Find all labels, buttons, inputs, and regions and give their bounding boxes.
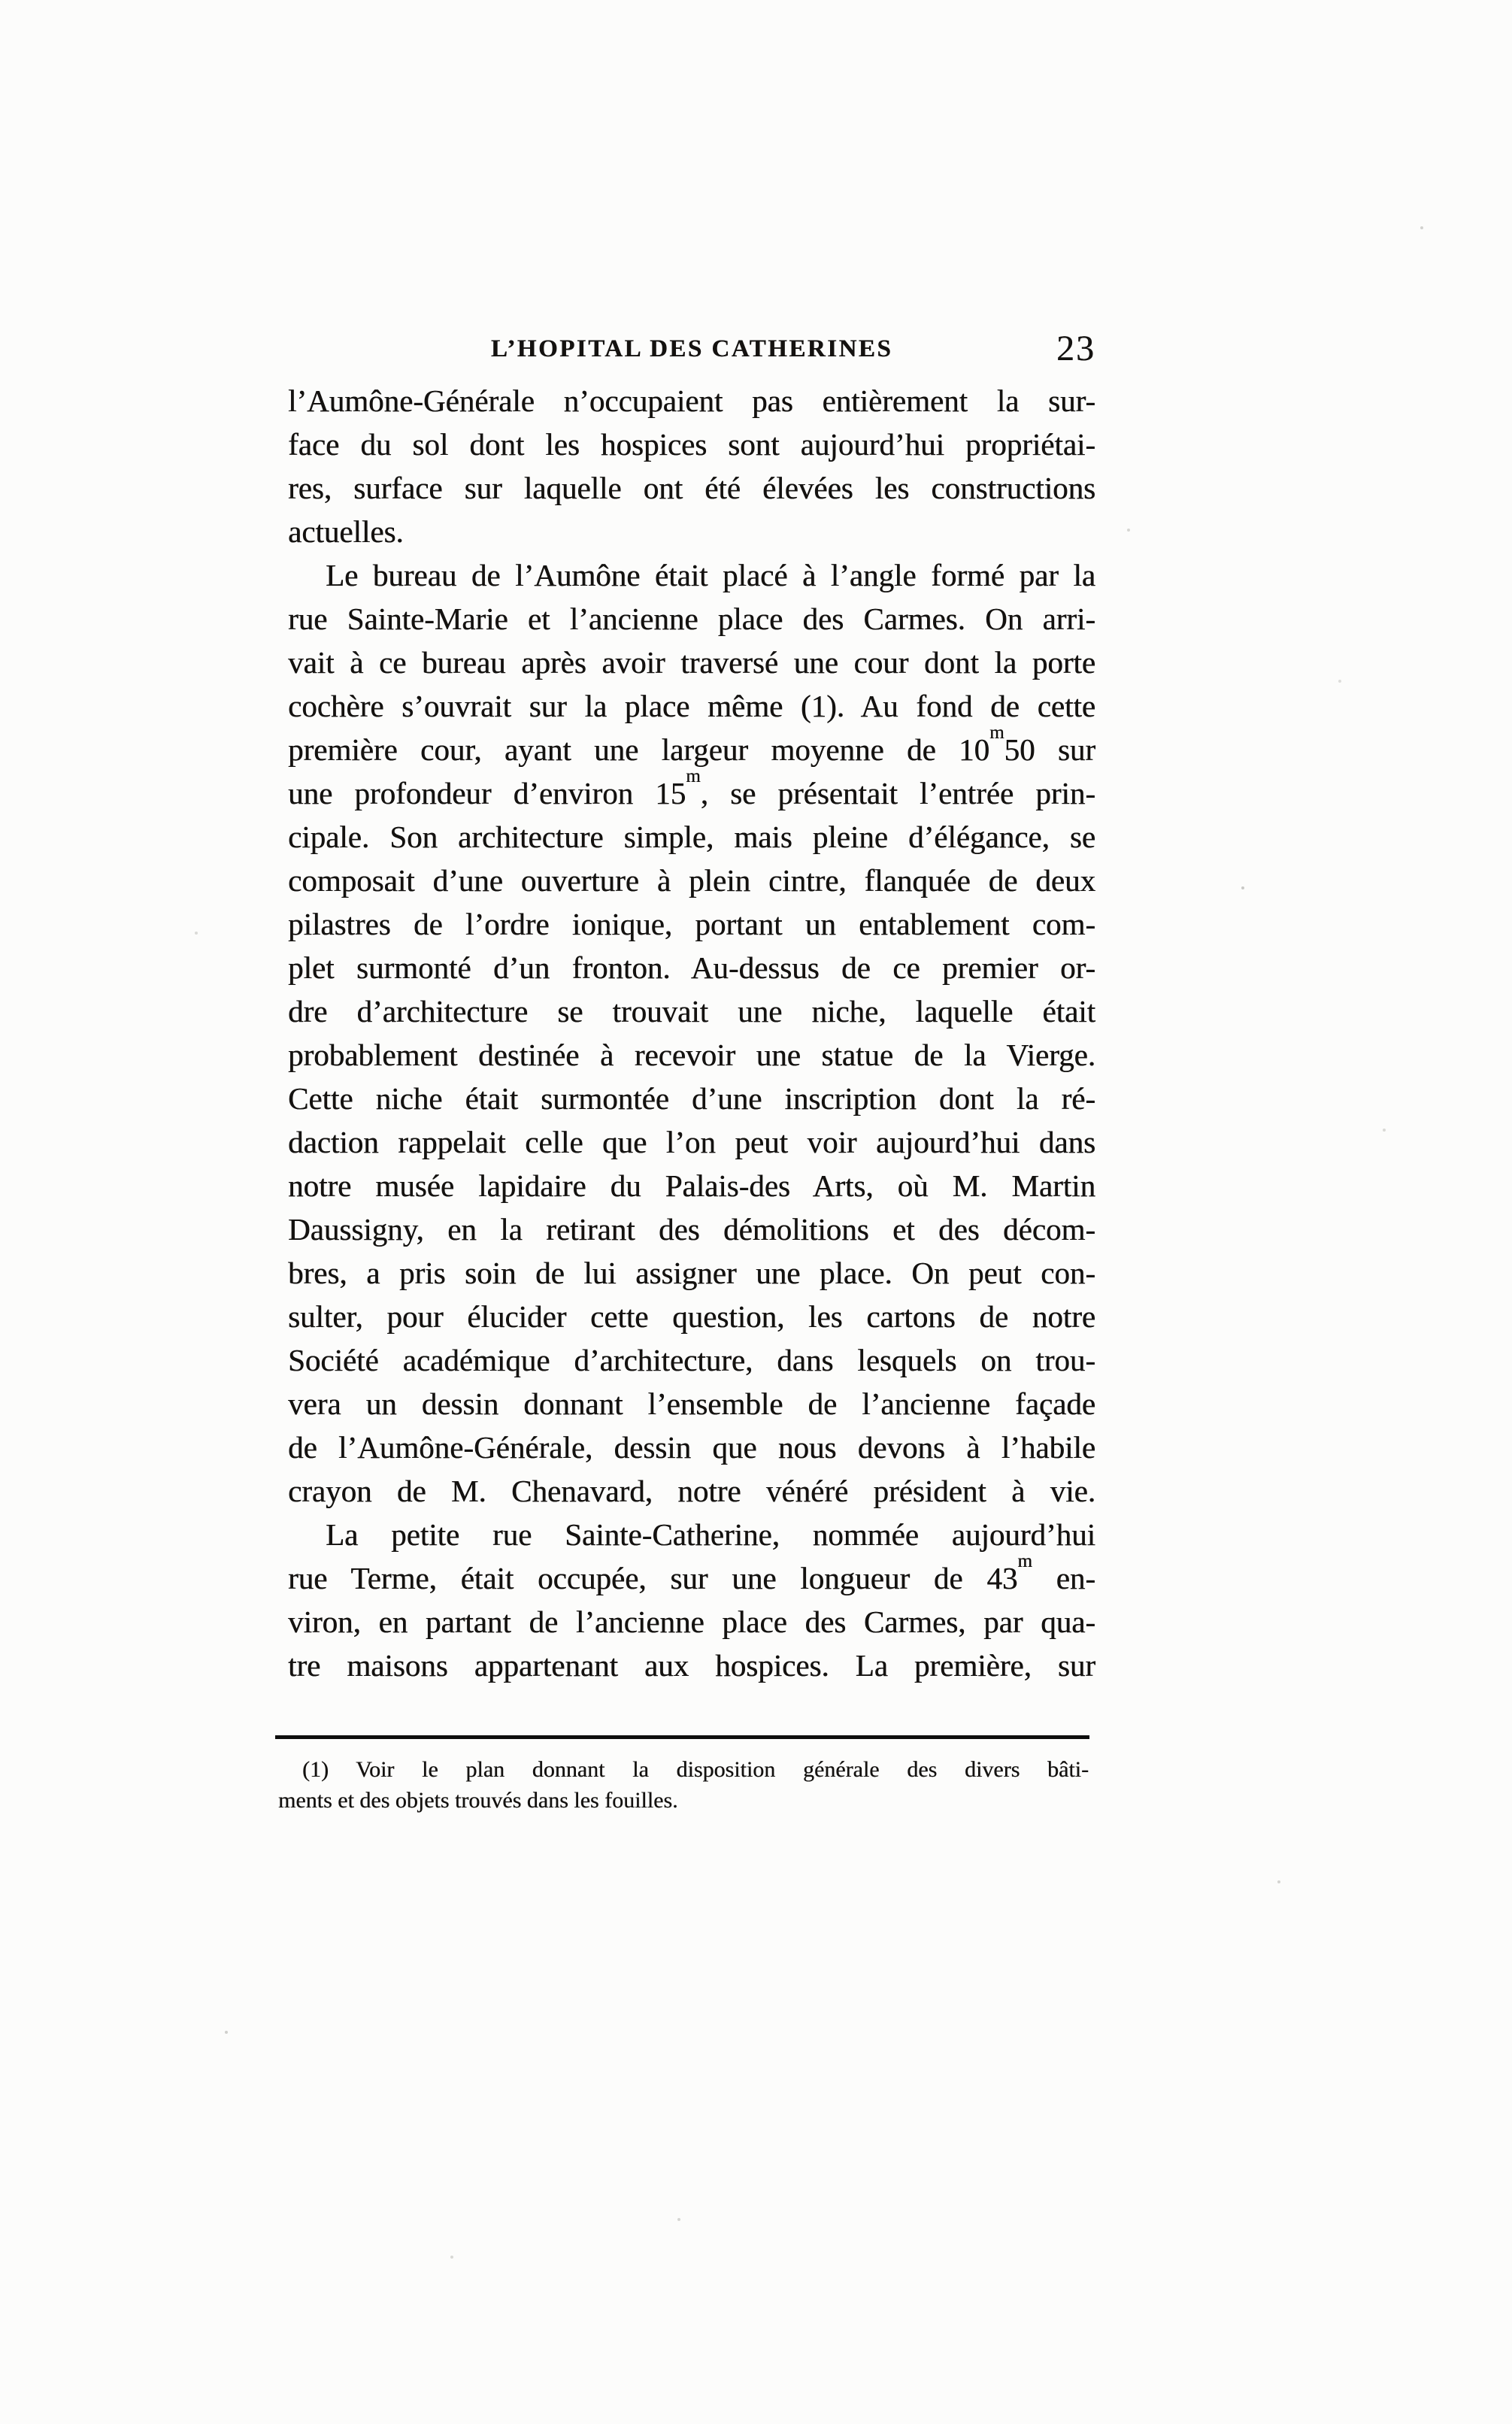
- body-line: tre maisons appartenant aux hospices. La première, sur: [288, 1648, 1095, 1683]
- body-line: notre musée lapidaire du Palais-des Arts, où M. Martin: [288, 1168, 1095, 1203]
- body-line: plet surmonté d’un fronton. Au-dessus de ce premier or-: [288, 950, 1095, 985]
- footnote-line: ments et des objets trouvés dans les fouilles.: [278, 1788, 678, 1813]
- body-line: Cette niche était surmontée d’une inscription dont la ré-: [288, 1081, 1095, 1116]
- body-line: bres, a pris soin de lui assigner une place. On peut con-: [288, 1256, 1095, 1290]
- body-line: composait d’une ouverture à plein cintre, flanquée de deux: [288, 863, 1095, 898]
- line-segment: 50 sur: [1004, 732, 1095, 767]
- body-line: La petite rue Sainte-Catherine, nommée aujourd’hui: [326, 1517, 1095, 1552]
- line-segment: en-: [1032, 1561, 1095, 1595]
- body-line: Société académique d’architecture, dans lesquels on trou-: [288, 1343, 1095, 1377]
- footnote-divider: [275, 1735, 1089, 1739]
- body-line: cochère s’ouvrait sur la place même (1). Au fond de cette: [288, 689, 1095, 723]
- body-line: [288, 723, 1095, 771]
- page-header: [288, 329, 1095, 368]
- body-line: face du sol dont les hospices sont aujourd’hui propriétai-: [288, 427, 1095, 462]
- superscript-metre: m: [1017, 1551, 1032, 1572]
- superscript-metre: m: [989, 723, 1004, 744]
- running-title: L’HOPITAL DES CATHERINES: [490, 335, 893, 362]
- body-line: res, surface sur laquelle ont été élevées les constructions: [288, 471, 1095, 505]
- body-line: actuelles.: [288, 514, 404, 549]
- body-line: [288, 1551, 1095, 1600]
- body-line: crayon de M. Chenavard, notre vénéré président à vie.: [288, 1474, 1095, 1508]
- body-line: de l’Aumône-Générale, dessin que nous devons à l’habile: [288, 1430, 1095, 1465]
- body-line: pilastres de l’ordre ionique, portant un entablement com-: [288, 907, 1095, 941]
- page-number: 23: [1056, 329, 1095, 368]
- body-line: vera un dessin donnant l’ensemble de l’ancienne façade: [288, 1386, 1095, 1421]
- footnote: [278, 1754, 1089, 1816]
- line-segment: première cour, ayant une largeur moyenne de 10: [288, 732, 990, 767]
- body-line: viron, en partant de l’ancienne place des Carmes, par qua-: [288, 1604, 1095, 1639]
- line-segment: rue Terme, était occupée, sur une longueur de 43: [288, 1561, 1018, 1595]
- body-line: vait à ce bureau après avoir traversé une cour dont la porte: [288, 645, 1095, 680]
- body-line: daction rappelait celle que l’on peut voir aujourd’hui dans: [288, 1125, 1095, 1159]
- scan-speckles: [0, 0, 2, 2]
- body-line: Le bureau de l’Aumône était placé à l’angle formé par la: [326, 558, 1095, 592]
- body-line: sulter, pour élucider cette question, les cartons de notre: [288, 1299, 1095, 1334]
- body-line: Daussigny, en la retirant des démolitions et des décom-: [288, 1212, 1095, 1247]
- body-line: dre d’architecture se trouvait une niche, laquelle était: [288, 994, 1095, 1029]
- body-line: cipale. Son architecture simple, mais pleine d’élégance, se: [288, 820, 1095, 854]
- line-segment: une profondeur d’environ 15: [288, 776, 686, 811]
- body-text: [288, 379, 1095, 1687]
- superscript-metre: m: [686, 766, 701, 787]
- footnote-line: (1) Voir le plan donnant la disposition générale des divers bâti-: [302, 1757, 1089, 1782]
- body-line: rue Sainte-Marie et l’ancienne place des Carmes. On arri-: [288, 601, 1095, 636]
- body-line: [288, 766, 1095, 815]
- line-segment: , se présentait l’entrée prin-: [700, 776, 1095, 811]
- body-line: l’Aumône-Générale n’occupaient pas entièrement la sur-: [288, 383, 1095, 418]
- body-line: probablement destinée à recevoir une statue de la Vierge.: [288, 1038, 1095, 1072]
